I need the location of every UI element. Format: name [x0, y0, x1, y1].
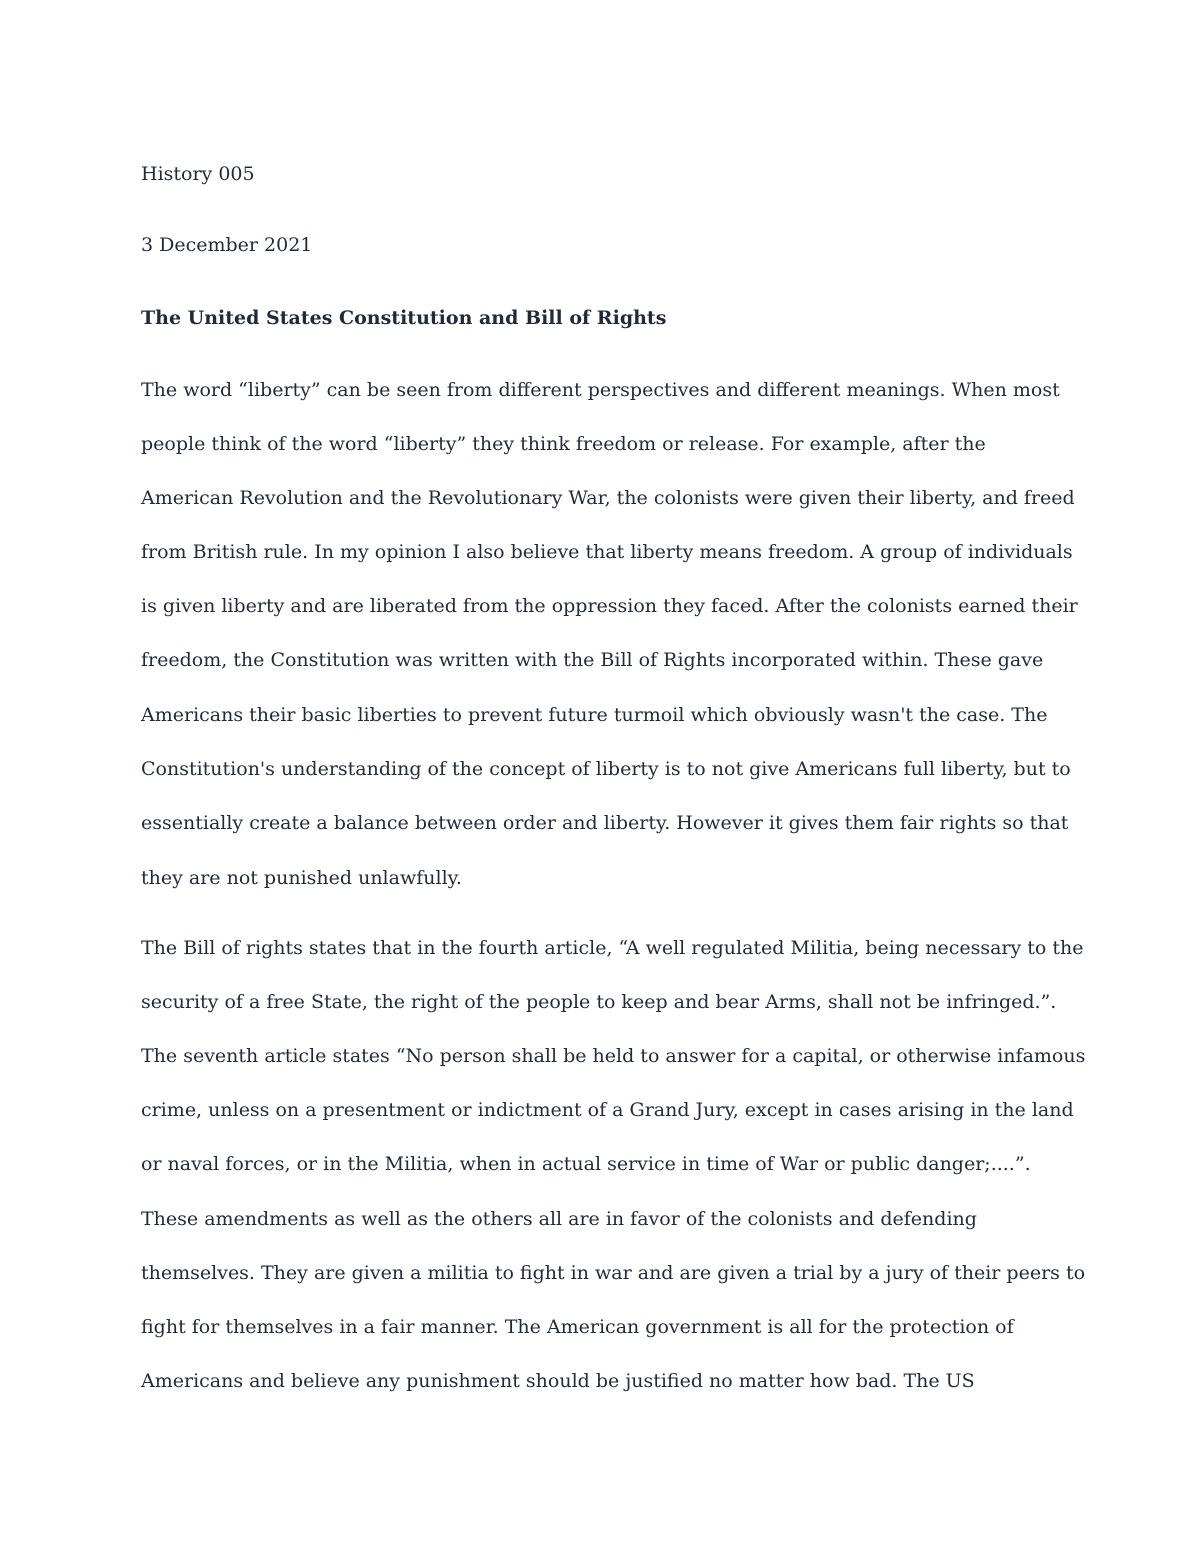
paragraph-line: freedom, the Constitution was written with the Bill of Rights incorporated within. These gave: [141, 649, 1044, 671]
paragraph-line: people think of the word “liberty” they think freedom or release. For example, after the: [141, 433, 986, 455]
paragraph-line: security of a free State, the right of the people to keep and bear Arms, shall not be infringed.”.: [141, 991, 1057, 1013]
document-date: 3 December 2021: [141, 234, 313, 256]
paragraph-line: fight for themselves in a fair manner. The American government is all for the protection of: [141, 1316, 1014, 1338]
paragraph-line: is given liberty and are liberated from the oppression they faced. After the colonists earned their: [141, 595, 1078, 617]
paragraph-line: Constitution's understanding of the concept of liberty is to not give Americans full liberty, but to: [141, 758, 1071, 780]
paragraph-line: American Revolution and the Revolutionary War, the colonists were given their liberty, and freed: [141, 487, 1075, 509]
paragraph-line: crime, unless on a presentment or indictment of a Grand Jury, except in cases arising in the land: [141, 1099, 1074, 1121]
course-name: History 005: [141, 163, 255, 185]
paragraph-line: themselves. They are given a militia to fight in war and are given a trial by a jury of their peers to: [141, 1262, 1086, 1284]
paragraph-line: The Bill of rights states that in the fourth article, “A well regulated Militia, being necessary to the: [141, 937, 1084, 959]
paragraph-line: from British rule. In my opinion I also believe that liberty means freedom. A group of individuals: [141, 541, 1073, 563]
paragraph-line: essentially create a balance between order and liberty. However it gives them fair rights so that: [141, 812, 1069, 834]
paragraph-line: Americans their basic liberties to prevent future turmoil which obviously wasn't the case. The: [141, 704, 1048, 726]
essay-title: The United States Constitution and Bill of Rights: [141, 307, 667, 329]
paragraph-line: These amendments as well as the others all are in favor of the colonists and defending: [141, 1208, 977, 1230]
paragraph-line: they are not punished unlawfully.: [141, 867, 462, 889]
paragraph-line: The seventh article states “No person shall be held to answer for a capital, or otherwise infamous: [141, 1045, 1086, 1067]
paragraph-line: The word “liberty” can be seen from different perspectives and different meanings. When most: [141, 379, 1060, 401]
paragraph-line: Americans and believe any punishment should be justified no matter how bad. The US: [141, 1370, 975, 1392]
paragraph-line: or naval forces, or in the Militia, when in actual service in time of War or public danger;....”.: [141, 1153, 1031, 1175]
